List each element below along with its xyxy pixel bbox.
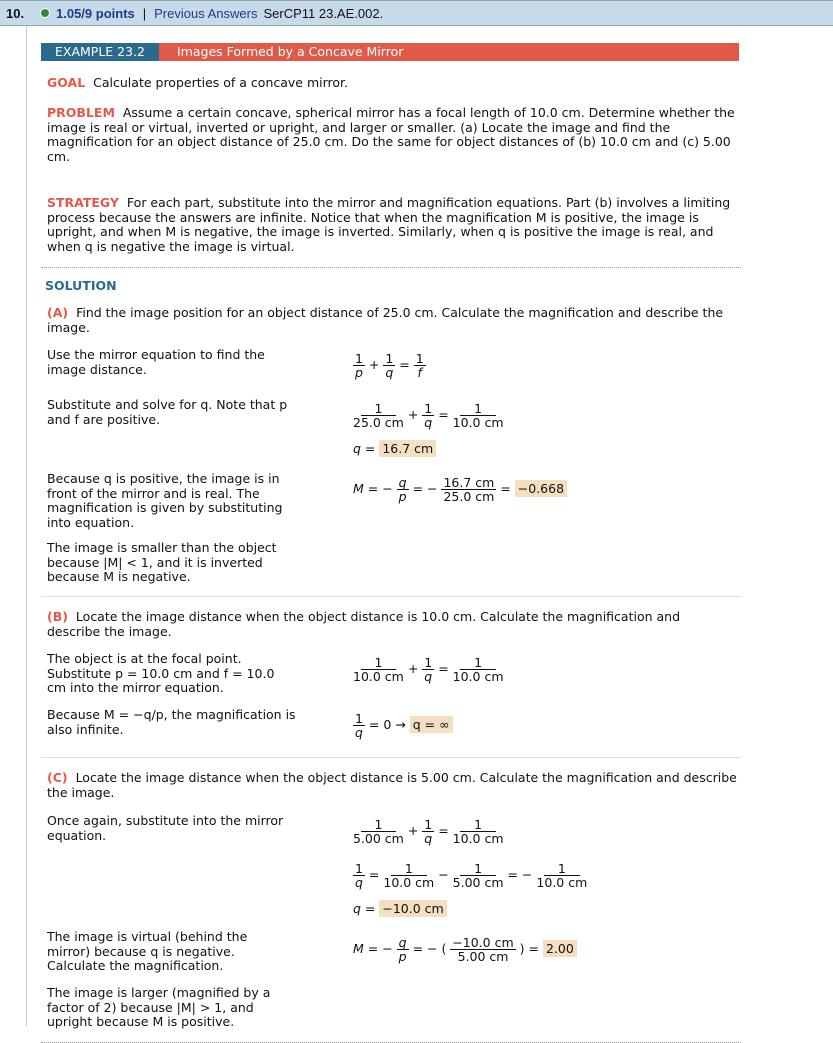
example-label: EXAMPLE 23.2	[41, 43, 159, 61]
part-c-eq: $\frac{1}{5.00 cm}$ + $\frac{1}{q}$ = $\frac{1}{10.0 cm}$	[353, 817, 504, 846]
goal: GOAL Calculate properties of a concave mirror.	[47, 75, 349, 90]
part-c-step3: The image is larger (magnified by a factor of 2) because |M| > 1, and upright because M is positive.	[47, 985, 271, 1029]
part-b-q: $\frac{1}{q}$ = 0 → q = ∞	[353, 712, 453, 739]
part-b-step2: Because M = −q/p, the magnification is also infinite.	[47, 707, 296, 737]
example-header	[41, 43, 739, 61]
example-title: Images Formed by a Concave Mirror	[159, 43, 739, 61]
solution-heading: SOLUTION	[45, 278, 117, 293]
part-a-step4: The image is smaller than the object because |M| < 1, and it is inverted because M is negative.	[47, 540, 277, 584]
part-b-step1: The object is at the focal point. Substitute p = 10.0 cm and f = 10.0 cm into the mirror equation.	[47, 651, 275, 695]
question-number: 10.	[6, 5, 25, 21]
problem: PROBLEM Assume a certain concave, spherical mirror has a focal length of 10.0 cm. Determine whether the image is real or virtual, inverted or upright, and larger or smaller. (a) Locate the image and find the magnification for an object distance of 25.0 cm. Do the same for object distances of (b) 10.0 cm and (c) 5.00 cm.	[47, 105, 735, 164]
part-c-intro: (C) Locate the image distance when the object distance is 5.00 cm. Calculate the magnification and describe the image.	[47, 770, 737, 800]
part-b-eq: $\frac{1}{10.0 cm}$ + $\frac{1}{q}$ = $\frac{1}{10.0 cm}$	[353, 655, 504, 684]
part-a-step2: Substitute and solve for q. Note that p and f are positive.	[47, 397, 288, 427]
part-c-step2: The image is virtual (behind the mirror) because q is negative. Calculate the magnification.	[47, 929, 248, 973]
status-dot-icon	[40, 8, 50, 18]
part-c-q: q = −10.0 cm	[353, 902, 447, 917]
question-code: SerCP11 23.AE.002.	[263, 5, 384, 21]
part-a-step1: Use the mirror equation to find the image distance.	[47, 347, 265, 377]
part-a-intro: (A) Find the image position for an object distance of 25.0 cm. Calculate the magnification and describe the image.	[47, 305, 724, 335]
part-c-eq2: $\frac{1}{q}$ = $\frac{1}{10.0 cm}$ − $\frac{1}{5.00 cm}$ = − $\frac{1}{10.0 cm}$	[355, 861, 588, 890]
strategy: STRATEGY For each part, substitute into the mirror and magnification equations. Part (b) involves a limiting process because the answers are infinite. Notice that when the magnification M is positive, the image is upright, and when M is negative, the image is inverted. Similarly, when q is positive the image is real, and when q is negative the image is virtual.	[47, 195, 731, 254]
question-header	[0, 0, 833, 26]
previous-answers-link[interactable]: Previous Answers	[154, 5, 258, 21]
part-a-eq: $\frac{1}{25.0 cm}$ + $\frac{1}{q}$ = $\frac{1}{10.0 cm}$	[353, 401, 504, 430]
part-a-m: M = − $\frac{q}{p}$ = − $\frac{16.7 cm}{25.0 cm}$ = −0.668	[353, 476, 567, 503]
mirror-equation: $\frac{1}{p}$ + $\frac{1}{q}$ = $\frac{1}{f}$	[355, 351, 424, 380]
part-a-q: q = 16.7 cm	[353, 442, 436, 457]
points: 1.05/9 points	[56, 5, 135, 21]
part-a-step3: Because q is positive, the image is in front of the mirror and is real. The magnification is given by substituting into equation.	[47, 471, 283, 530]
part-c-m: M = − $\frac{q}{p}$ = − ( $\frac{-10.0 cm}{5.00 cm}$ ) = 2.00	[353, 936, 577, 963]
part-b-intro: (B) Locate the image distance when the object distance is 10.0 cm. Calculate the magnification and describe the image.	[47, 609, 681, 639]
part-c-step1: Once again, substitute into the mirror equation.	[47, 813, 284, 843]
content	[26, 26, 833, 1029]
separator: |	[142, 5, 147, 21]
